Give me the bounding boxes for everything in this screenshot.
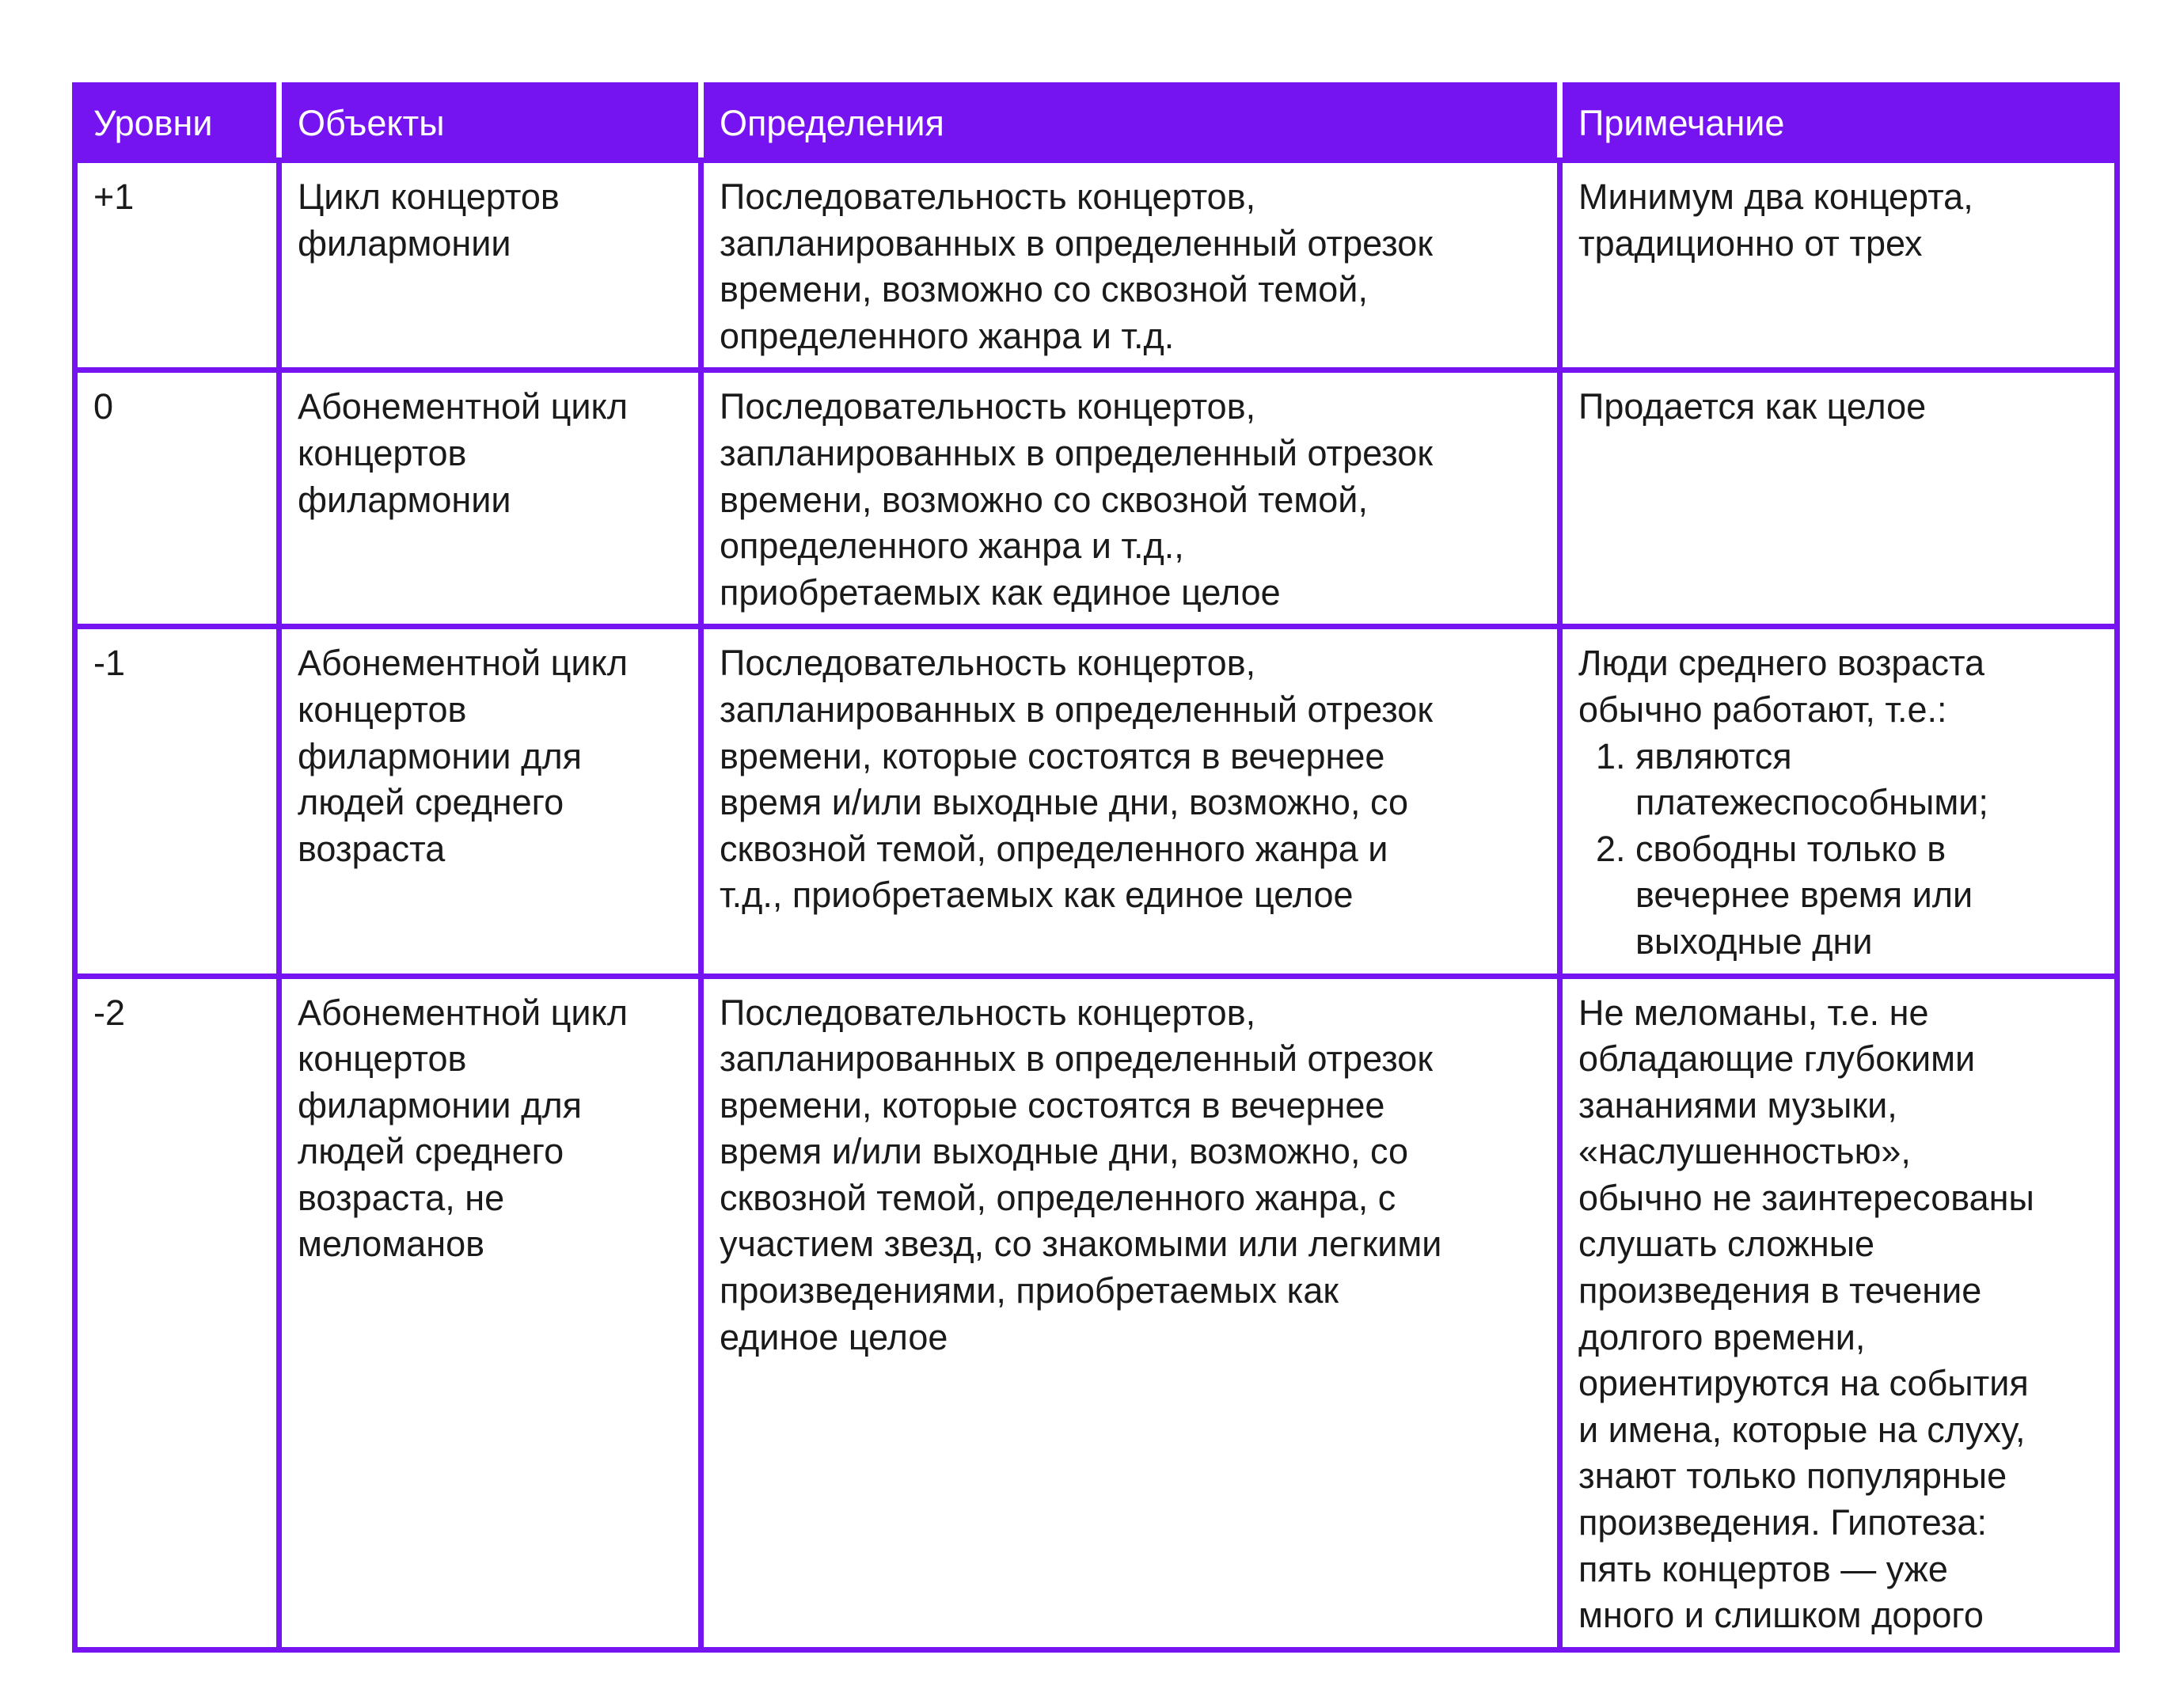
definition-cell: Последовательность концертов, запланированных в определенный отрезок времени, которые состоятся в вечернее время и/или выходные дни, возможно, со сквозной темой, определенного жанра и т.д., приобретаемых как единое целое bbox=[701, 627, 1560, 976]
table-row bbox=[75, 161, 2117, 370]
note-cell: Не меломаны, т.е. не обладающие глубокими зананиями музыки, «наслушенностью», обычно не заинтересованы слушать сложные произведения в течение долгого времени, ориентируются на события и имена, которые на слуху, знают только популярные произведения. Гипотеза: пять концертов — уже много и слишком дорого bbox=[1560, 976, 2117, 1649]
list-item: 2. свободны только в вечернее время или выходные дни bbox=[1635, 826, 2103, 966]
levels-table-container bbox=[72, 82, 2114, 1653]
definition-cell: Последовательность концертов, запланированных в определенный отрезок времени, которые состоятся в вечернее время и/или выходные дни, возможно, со сквозной темой, определенного жанра, с участием звезд, со знакомыми или легкими произведениями, приобретаемых как единое целое bbox=[701, 976, 1560, 1649]
header-row bbox=[75, 85, 2117, 161]
table-row bbox=[75, 976, 2117, 1649]
definition-cell: Последовательность концертов, запланированных в определенный отрезок времени, возможно со сквозной темой, определенного жанра и т.д. bbox=[701, 161, 1560, 370]
object-cell: Цикл концертов филармонии bbox=[279, 161, 701, 370]
level-cell: +1 bbox=[75, 161, 279, 370]
header-definitions: Определения bbox=[701, 85, 1560, 161]
header-objects: Объекты bbox=[279, 85, 701, 161]
table-body bbox=[75, 161, 2117, 1650]
levels-table bbox=[72, 82, 2120, 1653]
level-cell: -2 bbox=[75, 976, 279, 1649]
object-cell: Абонементной цикл концертов филармонии bbox=[279, 370, 701, 627]
note-list bbox=[1578, 734, 2103, 966]
list-item: 1. являются платежеспособными; bbox=[1635, 734, 2103, 826]
header-levels: Уровни bbox=[75, 85, 279, 161]
note-cell: Продается как целое bbox=[1560, 370, 2117, 627]
object-cell: Абонементной цикл концертов филармонии для людей среднего возраста bbox=[279, 627, 701, 976]
definition-cell: Последовательность концертов, запланированных в определенный отрезок времени, возможно со сквозной темой, определенного жанра и т.д., приобретаемых как единое целое bbox=[701, 370, 1560, 627]
table-row bbox=[75, 370, 2117, 627]
note-cell: Люди среднего возраста обычно работают, т.е.: 1. являются платежеспособными; 2. свободны только в вечернее время или выходные дни bbox=[1560, 627, 2117, 976]
table-row bbox=[75, 627, 2117, 976]
header-notes: Примечание bbox=[1560, 85, 2117, 161]
object-cell: Абонементной цикл концертов филармонии для людей среднего возраста, не меломанов bbox=[279, 976, 701, 1649]
note-cell: Минимум два концерта, традиционно от трех bbox=[1560, 161, 2117, 370]
table-header bbox=[75, 85, 2117, 161]
level-cell: -1 bbox=[75, 627, 279, 976]
level-cell: 0 bbox=[75, 370, 279, 627]
